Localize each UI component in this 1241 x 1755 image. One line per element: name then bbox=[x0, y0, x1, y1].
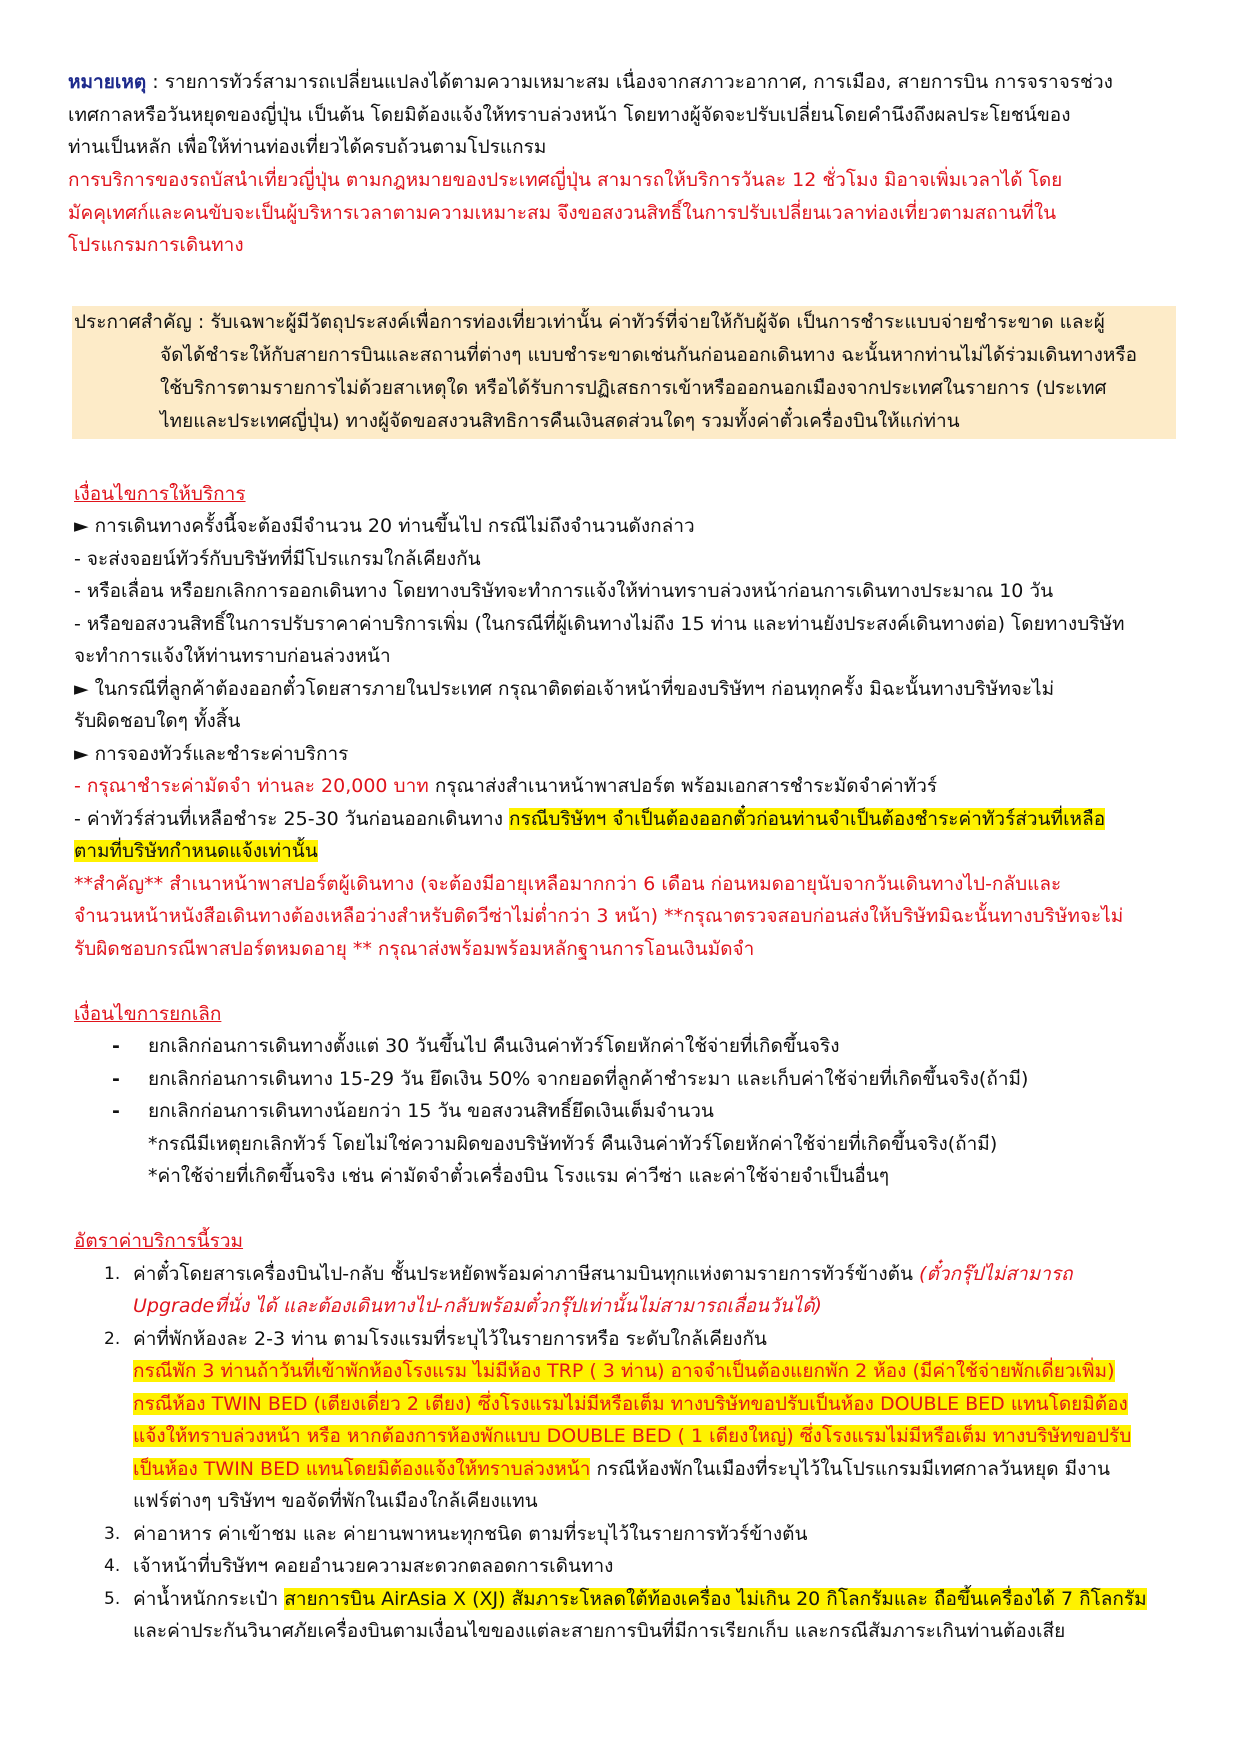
bus-notice-line-2: มัคคุเทศก์และคนขับจะเป็นผู้บริหารเวลาตามความเหมาะสม จึงขอสงวนสิทธิ์ในการปรับเปลี่ยนเวลาท่องเที่ยวตามสถานที่ใน bbox=[68, 202, 1057, 224]
room-note-line-4: เป็นห้อง TWIN BED แทนโดยมิต้องแจ้งให้ทราบล่วงหน้า กรณีห้องพักในเมืองที่ระบุไว้ในโปรแกรมมีเทศกาลวันหยุด มีงาน bbox=[133, 1458, 1111, 1480]
room-note-line-1: กรณีพัก 3 ท่านถ้าวันที่เข้าพักห้องโรงแรม ไม่มีห้อง TRP ( 3 ท่าน) อาจจำเป็นต้องแยกพัก 2 ห้อง (มีค่าใช้จ่ายพักเดี่ยวเพิ่ม) bbox=[133, 1360, 1115, 1382]
included-number-3: 3. bbox=[104, 1524, 121, 1544]
remark-line-1: หมายเหตุ : รายการทัวร์สามารถเปลี่ยนแปลงได้ตามความเหมาะสม เนื่องจากสภาวะอากาศ, การเมือง, สายการบิน การจราจรช่วง bbox=[68, 71, 1113, 93]
included-number-2: 2. bbox=[104, 1329, 121, 1349]
cancel-note-2: *ค่าใช้จ่ายที่เกิดขึ้นจริง เช่น ค่ามัดจำตั๋วเครื่องบิน โรงแรม ค่าวีซ่า และค่าใช้จ่ายจำเป็นอื่นๆ bbox=[148, 1165, 890, 1187]
passport-notice-line-2: จำนวนหน้าหนังสือเดินทางต้องเหลือว่างสำหรับติดวีซ่าไม่ต่ำกว่า 3 หน้า) **กรุณาตรวจสอบก่อนส่งให้บริษัทมิฉะนั้นทางบริษัทจะไม่ bbox=[74, 905, 1124, 927]
bus-notice-line-1: การบริการของรถบัสนำเที่ยวญี่ปุ่น ตามกฎหมายของประเทศญี่ปุ่น สามารถให้บริการวันละ 12 ชั่วโมง มิอาจเพิ่มเวลาได้ โดย bbox=[68, 169, 1063, 191]
included-heading: อัตราค่าบริการนี้รวม bbox=[74, 1230, 244, 1252]
notice-label: ประกาศสำคัญ bbox=[74, 311, 192, 333]
included-item-5: ค่าน้ำหนักกระเป๋า สายการบิน AirAsia X (XJ) สัมภาระโหลดใต้ท้องเครื่อง ไม่เกิน 20 กิโลกรัมและ ถือขึ้นเครื่องได้ 7 กิโลกรัม bbox=[133, 1588, 1147, 1610]
bus-notice-line-3: โปรแกรมการเดินทาง bbox=[68, 234, 244, 256]
cancel-note-1: *กรณีมีเหตุยกเลิกทัวร์ โดยไม่ใช่ความผิดของบริษัททัวร์ คืนเงินค่าทัวร์โดยหักค่าใช้จ่ายที่เกิดขึ้นจริง(ถ้ามี) bbox=[148, 1133, 998, 1155]
cancel-bullet-1: - bbox=[112, 1035, 120, 1057]
baggage-highlight: สายการบิน AirAsia X (XJ) สัมภาระโหลดใต้ท้องเครื่อง ไม่เกิน 20 กิโลกรัมและ ถือขึ้นเครื่องได้ 7 กิโลกรัม bbox=[284, 1588, 1147, 1610]
cancel-item-1: ยกเลิกก่อนการเดินทางตั้งแต่ 30 วันขึ้นไป คืนเงินค่าทัวร์โดยหักค่าใช้จ่ายที่เกิดขึ้นจริง bbox=[148, 1035, 840, 1057]
room-note-line-3: แจ้งให้ทราบล่วงหน้า หรือ หากต้องการห้องพักแบบ DOUBLE BED ( 1 เตียงใหญ่) ซึ่งโรงแรมไม่มีหรือเต็ม ทางบริษัทขอปรับ bbox=[133, 1425, 1132, 1447]
balance-line-2: ตามที่บริษัทกำหนดแจ้งเท่านั้น bbox=[74, 840, 318, 862]
service-line-1: ► การเดินทางครั้งนี้จะต้องมีจำนวน 20 ท่านขึ้นไป กรณีไม่ถึงจำนวนดังกล่าว bbox=[74, 515, 695, 537]
service-conditions-heading: เงื่อนไขการให้บริการ bbox=[74, 483, 246, 505]
included-item-1: ค่าตั๋วโดยสารเครื่องบินไป-กลับ ชั้นประหยัดพร้อมค่าภาษีสนามบินทุกแห่งตามรายการทัวร์ข้างต้น (ตั๋วกรุ๊ปไม่สามารถ bbox=[133, 1263, 1073, 1285]
included-number-4: 4. bbox=[104, 1556, 121, 1576]
included-number-1: 1. bbox=[104, 1264, 121, 1284]
included-item-2: ค่าที่พักห้องละ 2-3 ท่าน ตามโรงแรมที่ระบุไว้ในรายการหรือ ระดับใกล้เคียงกัน bbox=[133, 1328, 767, 1350]
included-number-5: 5. bbox=[104, 1589, 121, 1609]
service-line-7: รับผิดชอบใดๆ ทั้งสิ้น bbox=[74, 710, 241, 732]
passport-notice-line-3: รับผิดชอบกรณีพาสปอร์ตหมดอายุ ** กรุณาส่งพร้อมพร้อมหลักฐานการโอนเงินมัดจำ bbox=[74, 938, 755, 960]
room-note-line-2: กรณีห้อง TWIN BED (เตียงเดี่ยว 2 เตียง) ซึ่งโรงแรมไม่มีหรือเต็ม ทางบริษัทขอปรับเป็นห้อง DOUBLE BED แทนโดยมิต้อง bbox=[133, 1393, 1128, 1415]
cancellation-heading: เงื่อนไขการยกเลิก bbox=[74, 1003, 222, 1025]
remark-line-2: เทศกาลหรือวันหยุดของญี่ปุ่น เป็นต้น โดยมิต้องแจ้งให้ทราบล่วงหน้า โดยทางผู้จัดจะปรับเปลี่ยนโดยคำนึงถึงผลประโยชน์ของ bbox=[68, 104, 1071, 126]
service-line-6: ► ในกรณีที่ลูกค้าต้องออกตั๋วโดยสารภายในประเทศ กรุณาติดต่อเจ้าหน้าที่ของบริษัทฯ ก่อนทุกครั้ง มิฉะนั้นทางบริษัทจะไม่ bbox=[74, 678, 1055, 700]
passport-notice-line-1: **สำคัญ** สำเนาหน้าพาสปอร์ตผู้เดินทาง (จะต้องมีอายุเหลือมากกว่า 6 เดือน ก่อนหมดอายุนับจากวันเดินทางไป-กลับและ bbox=[74, 873, 1062, 895]
service-line-2: - จะส่งจอยน์ทัวร์กับบริษัทที่มีโปรแกรมใกล้เคียงกัน bbox=[74, 548, 481, 570]
cancel-bullet-3: - bbox=[112, 1100, 120, 1122]
included-item-1-note: Upgradeที่นั่ง ได้ และต้องเดินทางไป-กลับพร้อมตั๋วกรุ๊ปเท่านั้นไม่สามารถเลื่อนวันได้) bbox=[133, 1295, 822, 1317]
included-item-3: ค่าอาหาร ค่าเข้าชม และ ค่ายานพาหนะทุกชนิด ตามที่ระบุไว้ในรายการทัวร์ข้างต้น bbox=[133, 1523, 808, 1545]
balance-line: - ค่าทัวร์ส่วนที่เหลือชำระ 25-30 วันก่อนออกเดินทาง กรณีบริษัทฯ จำเป็นต้องออกตั๋วก่อนท่านจำเป็นต้องชำระค่าทัวร์ส่วนที่เหลือ bbox=[74, 808, 1106, 830]
notice-line-1: ประกาศสำคัญ : รับเฉพาะผู้มีวัตถุประสงค์เพื่อการท่องเที่ยวเท่านั้น ค่าทัวร์ที่จ่ายให้กับผู้จัด เป็นการชำระแบบจ่ายชำระขาด และผู้ bbox=[74, 311, 1105, 333]
included-item-4: เจ้าหน้าที่บริษัทฯ คอยอำนวยความสะดวกตลอดการเดินทาง bbox=[133, 1555, 614, 1577]
cancel-bullet-2: - bbox=[112, 1068, 120, 1090]
cancel-item-3: ยกเลิกก่อนการเดินทางน้อยกว่า 15 วัน ขอสงวนสิทธิ์ยึดเงินเต็มจำนวน bbox=[148, 1100, 714, 1122]
included-item-5-cont: และค่าประกันวินาศภัยเครื่องบินตามเงื่อนไขของแต่ละสายการบินที่มีการเรียกเก็บ และกรณีสัมภาระเกินท่านต้องเสีย bbox=[133, 1620, 1066, 1642]
room-note-line-5: แฟร์ต่างๆ บริษัทฯ ขอจัดที่พักในเมืองใกล้เคียงแทน bbox=[133, 1490, 538, 1512]
balance-highlight: กรณีบริษัทฯ จำเป็นต้องออกตั๋วก่อนท่านจำเป็นต้องชำระค่าทัวร์ส่วนที่เหลือ bbox=[509, 808, 1106, 830]
remark-line-3: ท่านเป็นหลัก เพื่อให้ท่านท่องเที่ยวได้ครบถ้วนตามโปรแกรม bbox=[68, 136, 547, 158]
service-line-8: ► การจองทัวร์และชำระค่าบริการ bbox=[74, 743, 349, 765]
service-line-4: - หรือขอสงวนสิทธิ์ในการปรับราคาค่าบริการเพิ่ม (ในกรณีที่ผู้เดินทางไม่ถึง 15 ท่าน และท่านยังประสงค์เดินทางต่อ) โดยทางบริษัท bbox=[74, 613, 1125, 635]
remark-label: หมายเหตุ bbox=[68, 71, 147, 93]
notice-line-2: จัดได้ชำระให้กับสายการบินและสถานที่ต่างๆ แบบชำระขาดเช่นกันก่อนออกเดินทาง ฉะนั้นหากท่านไม่ได้ร่วมเดินทางหรือ bbox=[160, 344, 1138, 366]
notice-line-3: ใช้บริการตามรายการไม่ด้วยสาเหตุใด หรือได้รับการปฏิเสธการเข้าหรือออกนอกเมืองจากประเทศในรายการ (ประเทศ bbox=[160, 377, 1107, 399]
deposit-amount: - กรุณาชำระค่ามัดจำ ท่านละ 20,000 บาท bbox=[74, 775, 429, 797]
deposit-line: - กรุณาชำระค่ามัดจำ ท่านละ 20,000 บาท กรุณาส่งสำเนาหน้าพาสปอร์ต พร้อมเอกสารชำระมัดจำค่าทัวร์ bbox=[74, 775, 938, 797]
notice-line-4: ไทยและประเทศญี่ปุ่น) ทางผู้จัดขอสงวนสิทธิการคืนเงินสดส่วนใดๆ รวมทั้งค่าตั๋วเครื่องบินให้แก่ท่าน bbox=[160, 410, 960, 432]
service-line-3: - หรือเลื่อน หรือยกเลิกการออกเดินทาง โดยทางบริษัทจะทำการแจ้งให้ท่านทราบล่วงหน้าก่อนการเดินทางประมาณ 10 วัน bbox=[74, 580, 1054, 602]
cancel-item-2: ยกเลิกก่อนการเดินทาง 15-29 วัน ยึดเงิน 50% จากยอดที่ลูกค้าชำระมา และเก็บค่าใช้จ่ายที่เกิดขึ้นจริง(ถ้ามี) bbox=[148, 1068, 1029, 1090]
service-line-5: จะทำการแจ้งให้ท่านทราบก่อนล่วงหน้า bbox=[74, 645, 391, 667]
